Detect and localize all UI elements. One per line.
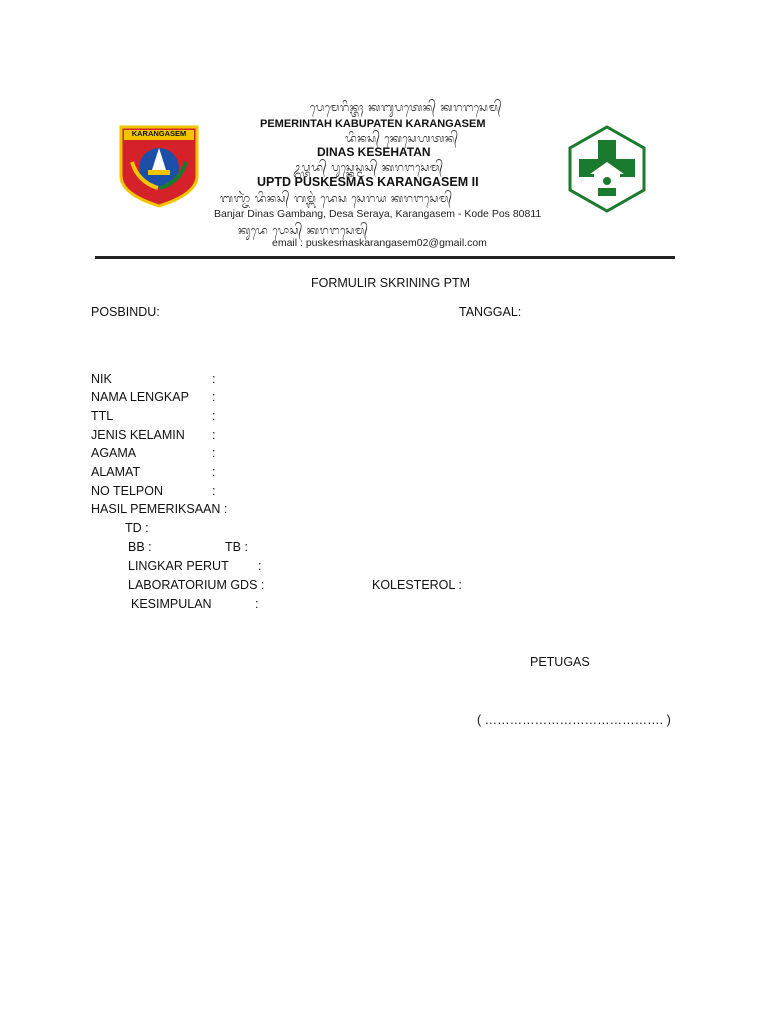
kolesterol-label: KOLESTEROL : [372, 578, 462, 592]
field-ttl-label: TTL [91, 409, 114, 423]
field-nik-label: NIK [91, 372, 112, 386]
letterhead-bali-line-4: ᬩᬜ᭄ᬚᬃ ᬤᬶᬦᬲ᭄ ᬕᬫ᭄ᬩᬂ ᬤᬾᬲ ᬲᬾᬭᬬ ᬓᬭᬗᬲᬾᬫ᭄ [220, 192, 453, 205]
posbindu-label: POSBINDU: [91, 305, 160, 319]
letterhead-bali-line-1: ᬧᬾᬫᬾᬭᬶᬦ᭄ᬢᬄ ᬓᬩᬸᬧᬢᬾᬦ᭄ ᬓᬭᬗᬲᬾᬫ᭄ [310, 101, 503, 114]
field-telpon-label: NO TELPON [91, 484, 164, 498]
lingkar-perut-label: LINGKAR PERUT [128, 559, 229, 573]
puskesmas-logo [566, 124, 648, 214]
letterhead-address: Banjar Dinas Gambang, Desa Seraya, Karangasem - Kode Pos 80811 [214, 208, 542, 220]
field-alamat-sep: : [212, 465, 216, 479]
field-alamat-label: ALAMAT [91, 465, 141, 479]
field-telpon-sep: : [212, 484, 216, 498]
field-nama-label: NAMA LENGKAP [91, 390, 189, 404]
lingkar-perut-sep: : [258, 559, 262, 573]
field-nik-sep: : [212, 372, 216, 386]
logo-left-label: KARANGASEM [131, 129, 187, 138]
letterhead-email: email : puskesmaskarangasem02@gmail.com [272, 237, 487, 249]
letterhead-bali-line-3: ᬉᬧ᭄ᬢᬤ᭄ ᬧᬸᬲ᭄ᬓᬾᬲ᭄ᬫᬲ᭄ ᬓᬭᬗᬲᬾᬫ᭄ [293, 161, 444, 174]
petugas-label: PETUGAS [530, 655, 590, 669]
tb-label: TB : [225, 540, 248, 554]
tanggal-label: TANGGAL: [459, 305, 522, 319]
letterhead-line-2: DINAS KESEHATAN [317, 145, 431, 159]
field-jenis-kelamin-sep: : [212, 428, 216, 442]
form-title: FORMULIR SKRINING PTM [311, 276, 471, 290]
laboratorium-label: LABORATORIUM GDS : [128, 578, 265, 592]
letterhead-line-3: UPTD PUSKESMAS KARANGASEM II [257, 175, 479, 189]
kesimpulan-label: KESIMPULAN [131, 597, 212, 611]
letterhead-line-1: PEMERINTAH KABUPATEN KARANGASEM [260, 118, 486, 130]
letterhead-bali-line-5: ᬓᬸᬤᬾ ᬧᭀᬲ᭄ ᬓᬭᬗᬲᬾᬫ᭄ [238, 224, 369, 237]
field-jenis-kelamin-label: JENIS KELAMIN [91, 428, 185, 442]
field-agama-sep: : [212, 446, 216, 460]
signature-line: ( ……………………………………. ) [477, 713, 671, 727]
field-ttl-sep: : [212, 409, 216, 423]
letterhead-divider [95, 256, 675, 259]
field-nama-sep: : [212, 390, 216, 404]
td-label: TD : [125, 521, 149, 535]
bb-label: BB : [128, 540, 152, 554]
hasil-pemeriksaan-label: HASIL PEMERIKSAAN : [91, 502, 228, 516]
field-agama-label: AGAMA [91, 446, 137, 460]
kesimpulan-sep: : [255, 597, 259, 611]
letterhead-bali-line-2: ᬤᬶᬦᬲ᭄ ᬓᬾᬲᬾᬳᬢᬦ᭄ [345, 132, 459, 145]
